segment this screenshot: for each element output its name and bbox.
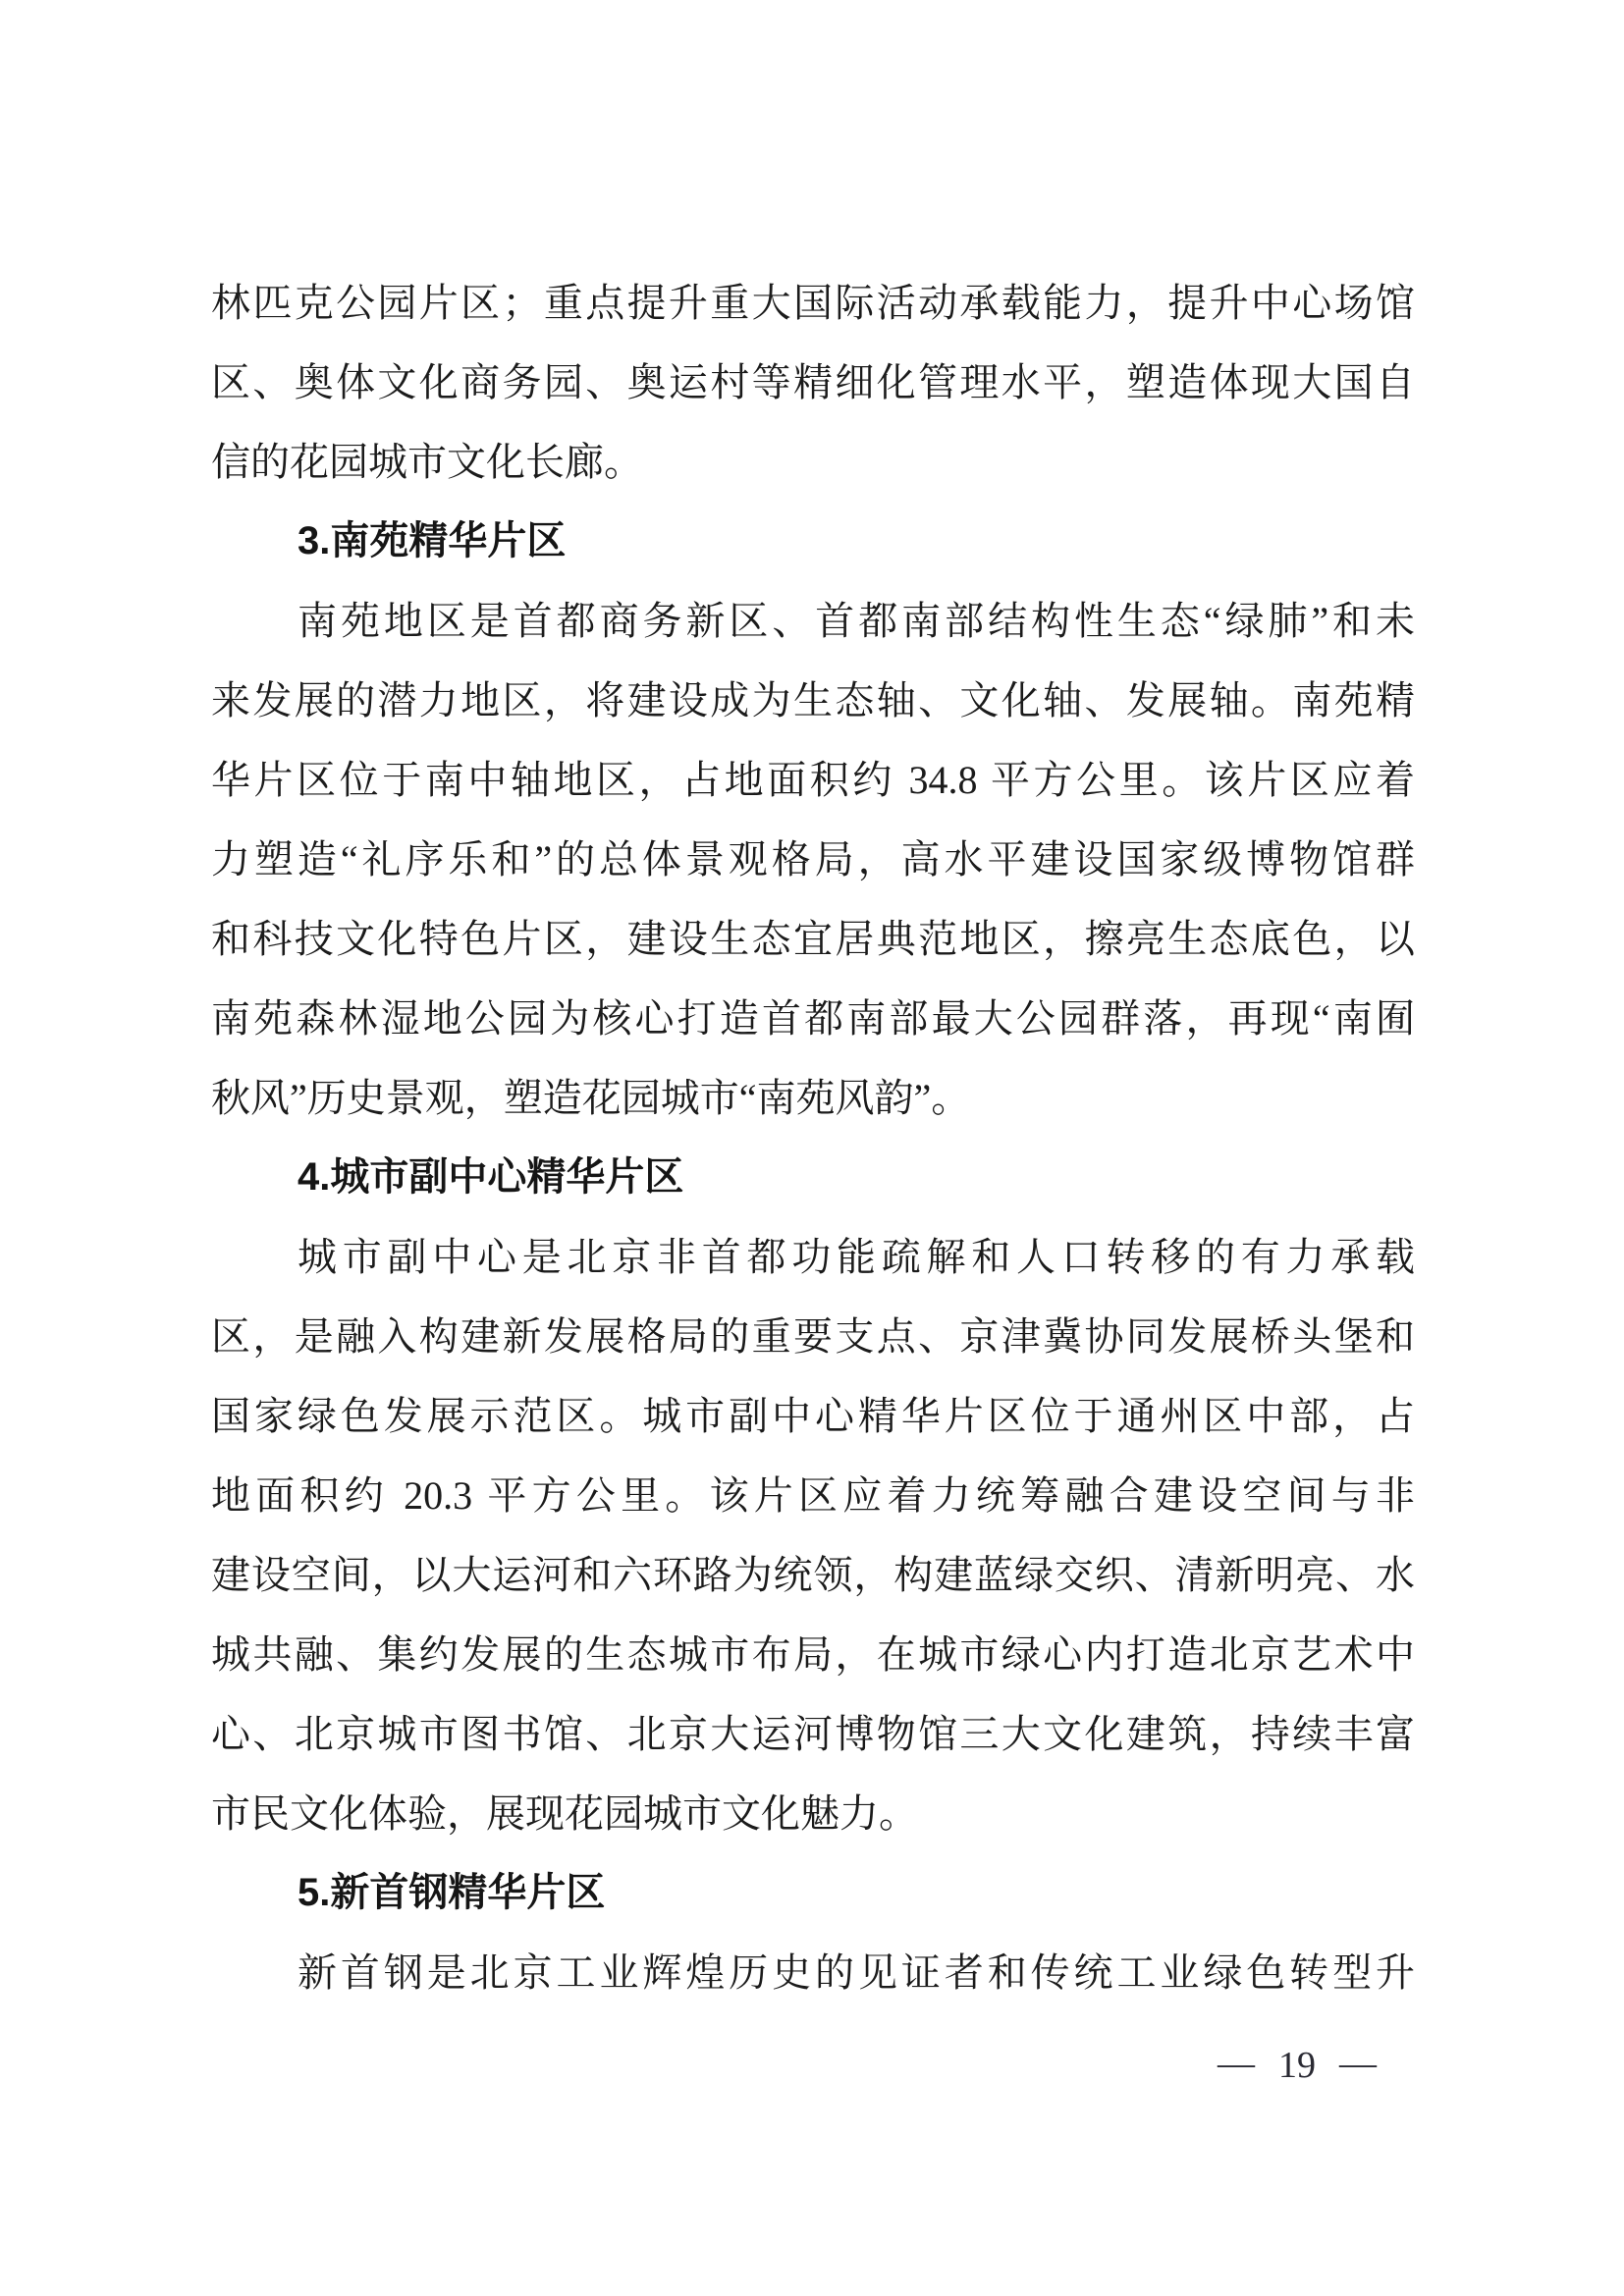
- body-line: 和科技文化特色片区，建设生态宜居典范地区，擦亮生态底色，以: [211, 917, 1415, 961]
- body-line: 区，是融入构建新发展格局的重要支点、京津冀协同发展桥头堡和: [211, 1314, 1415, 1359]
- body-line: 南苑地区是首都商务新区、首都南部结构性生态“绿肺”和未: [298, 599, 1415, 643]
- page-number: 19: [1278, 2045, 1316, 2086]
- body-line: 力塑造“礼序乐和”的总体景观格局，高水平建设国家级博物馆群: [211, 837, 1415, 881]
- body-line: 区、奥体文化商务园、奥运村等精细化管理水平，塑造体现大国自: [211, 360, 1415, 404]
- body-line: 华片区位于南中轴地区，占地面积约 34.8 平方公里。该片区应着: [211, 758, 1415, 802]
- section-heading-subcenter: 4.城市副中心精华片区: [298, 1155, 684, 1199]
- body-line: 国家绿色发展示范区。城市副中心精华片区位于通州区中部，占: [211, 1394, 1415, 1438]
- body-line: 林匹克公园片区；重点提升重大国际活动承载能力，提升中心场馆: [211, 281, 1415, 325]
- body-line: 南苑森林湿地公园为核心打造首都南部最大公园群落，再现“南囿: [211, 996, 1415, 1041]
- body-line: 心、北京城市图书馆、北京大运河博物馆三大文化建筑，持续丰富: [211, 1712, 1415, 1756]
- document-body: [211, 263, 1415, 2012]
- footer-left-dash: —: [1218, 2043, 1255, 2084]
- body-line: 地面积约 20.3 平方公里。该片区应着力统筹融合建设空间与非: [211, 1473, 1415, 1518]
- body-line: 城共融、集约发展的生态城市布局，在城市绿心内打造北京艺术中: [211, 1632, 1415, 1677]
- page-footer: [1218, 2040, 1377, 2091]
- body-line: 城市副中心是北京非首都功能疏解和人口转移的有力承载: [298, 1235, 1415, 1279]
- body-line: 来发展的潜力地区，将建设成为生态轴、文化轴、发展轴。南苑精: [211, 678, 1415, 722]
- body-line: 建设空间，以大运河和六环路为统领，构建蓝绿交织、清新明亮、水: [211, 1553, 1415, 1597]
- section-heading-nanyuan: 3.南苑精华片区: [298, 519, 567, 562]
- footer-right-dash: —: [1339, 2043, 1377, 2084]
- section-heading-shougang: 5.新首钢精华片区: [298, 1871, 606, 1914]
- body-line: 新首钢是北京工业辉煌历史的见证者和传统工业绿色转型升: [298, 1950, 1415, 1995]
- body-line: 秋风”历史景观，塑造花园城市“南苑风韵”。: [211, 1076, 971, 1120]
- body-line: 信的花园城市文化长廊。: [211, 440, 643, 484]
- body-line: 市民文化体验，展现花园城市文化魅力。: [211, 1791, 918, 1836]
